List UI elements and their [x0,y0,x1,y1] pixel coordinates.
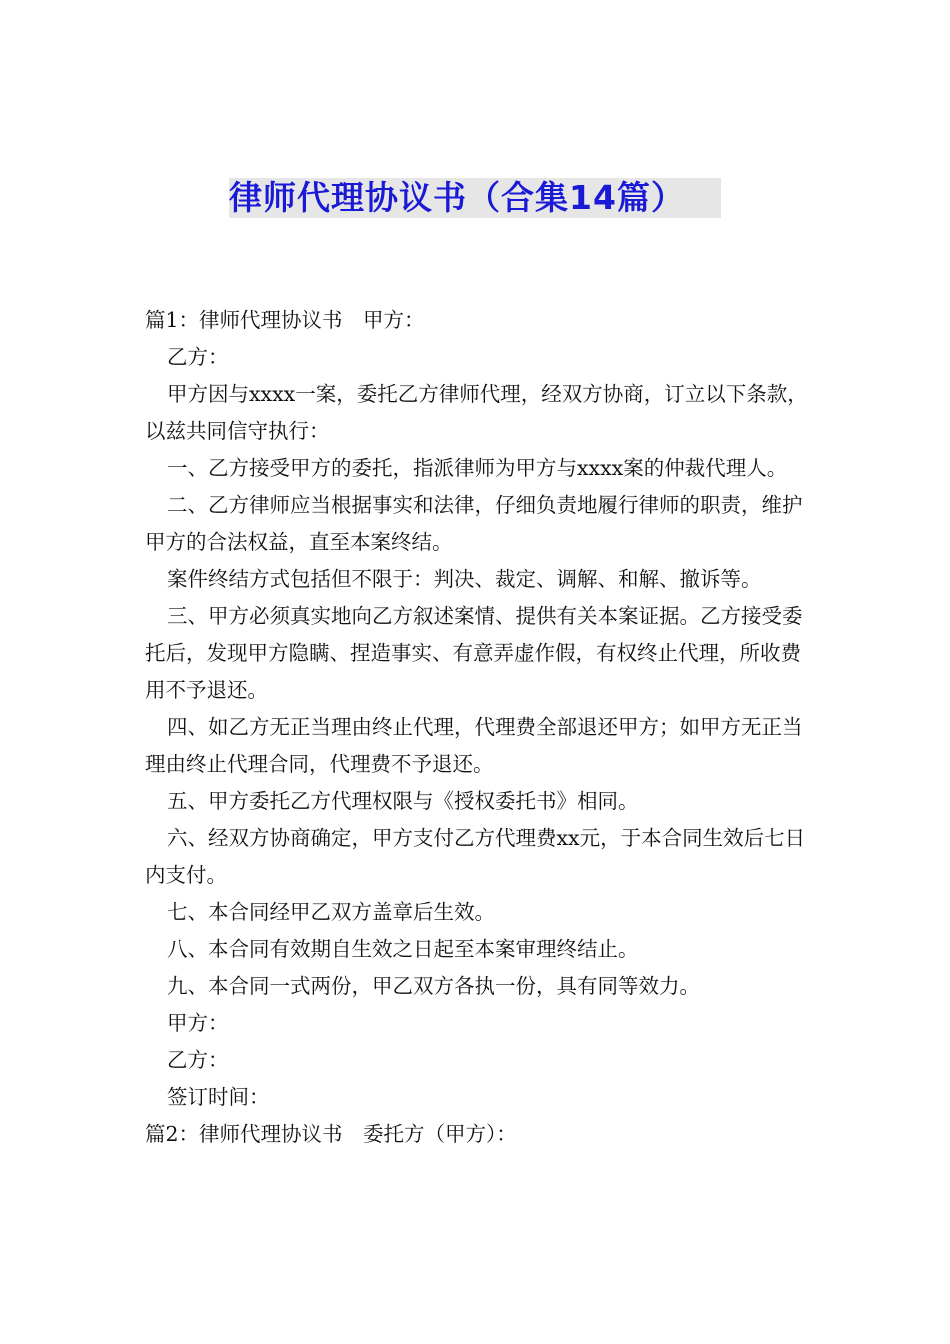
document-body [145,302,810,1153]
paragraph: 八、本合同有效期自生效之日起至本案审理终结止。 [167,937,639,961]
paragraph: 五、甲方委托乙方代理权限与《授权委托书》相同。 [167,789,639,813]
paragraph: 一、乙方接受甲方的委托，指派律师为甲方与xxxx案的仲裁代理人。 [167,456,788,480]
paragraph: 篇1：律师代理协议书 甲方： [145,308,425,332]
signing-date-line: 签订时间： [167,1085,270,1109]
paragraph: 四、如乙方无正当理由终止代理，代理费全部退还甲方；如甲方无正当理由终止代理合同，代理费不予退还。 [145,715,803,776]
paragraph: 甲方因与xxxx一案，委托乙方律师代理，经双方协商，订立以下条款，以兹共同信守执行： [145,382,808,443]
paragraph: 二、乙方律师应当根据事实和法律，仔细负责地履行律师的职责，维护甲方的合法权益，直至本案终结。 [145,493,803,554]
signature-line-party-b: 乙方： [167,1048,229,1072]
paragraph: 三、甲方必须真实地向乙方叙述案情、提供有关本案证据。乙方接受委托后，发现甲方隐瞒、捏造事实、有意弄虚作假，有权终止代理，所收费用不予退还。 [145,604,803,702]
paragraph: 六、经双方协商确定，甲方支付乙方代理费xx元，于本合同生效后七日内支付。 [145,826,806,887]
section-heading: 篇2：律师代理协议书 委托方（甲方）： [145,1122,517,1146]
document-title: 律师代理协议书（合集14篇） [229,178,721,218]
paragraph: 案件终结方式包括但不限于：判决、裁定、调解、和解、撤诉等。 [167,567,762,591]
paragraph: 九、本合同一式两份，甲乙双方各执一份，具有同等效力。 [167,974,700,998]
title-container [0,178,950,218]
signature-line-party-a: 甲方： [167,1011,229,1035]
paragraph: 七、本合同经甲乙双方盖章后生效。 [167,900,495,924]
paragraph: 乙方： [167,345,229,369]
